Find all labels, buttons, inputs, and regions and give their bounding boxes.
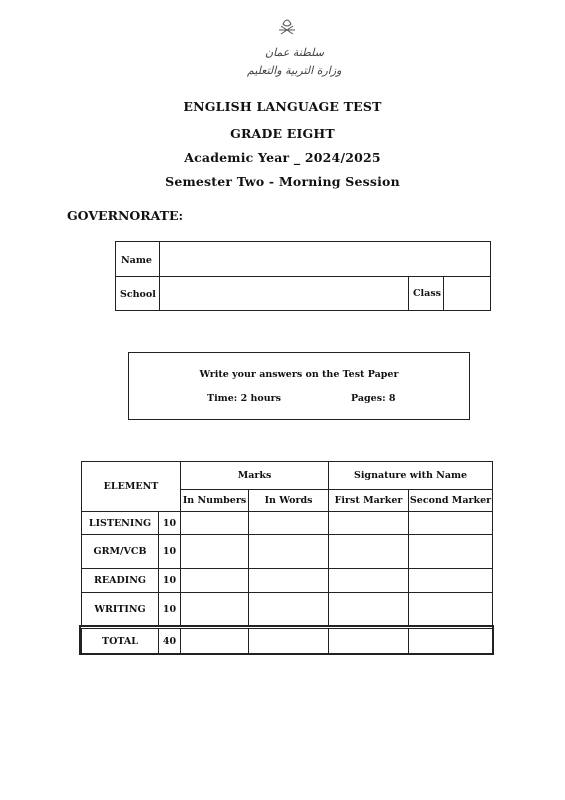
ministry-emblem: [247, 10, 342, 88]
first-marker-cell[interactable]: [329, 535, 409, 569]
first-marker-header: First Marker: [329, 490, 409, 512]
semester-line: Semester Two - Morning Session: [165, 174, 400, 189]
element-header: ELEMENT: [82, 462, 181, 512]
second-marker-cell[interactable]: [409, 512, 493, 535]
first-marker-cell[interactable]: [329, 512, 409, 535]
second-marker-cell[interactable]: [409, 535, 493, 569]
element-max: 10: [159, 569, 181, 593]
element-name: LISTENING: [82, 512, 159, 535]
second-marker-header: Second Marker: [409, 490, 493, 512]
in-words-header: In Words: [249, 490, 329, 512]
element-max: 10: [159, 535, 181, 569]
class-label: Class: [413, 288, 442, 299]
element-max: 10: [159, 593, 181, 628]
element-max: 10: [159, 512, 181, 535]
mark-words-cell[interactable]: [249, 593, 329, 628]
mark-numbers-cell[interactable]: [181, 535, 249, 569]
second-marker-cell[interactable]: [409, 593, 493, 628]
first-marker-cell[interactable]: [329, 593, 409, 628]
table-row: [82, 512, 493, 535]
table-row: [82, 569, 493, 593]
page-count: Pages: 8: [351, 393, 396, 404]
academic-year: Academic Year _ 2024/2025: [184, 150, 381, 165]
governorate-label: GOVERNORATE:: [67, 208, 184, 223]
name-label: Name: [121, 255, 152, 266]
class-field[interactable]: [445, 278, 489, 310]
school-label: School: [120, 289, 156, 300]
marks-header: Marks: [181, 462, 329, 490]
emblem-text-line2: وزارة التربية والتعليم: [247, 64, 342, 77]
table-row: [82, 535, 493, 569]
element-name: READING: [82, 569, 159, 593]
element-name: WRITING: [82, 593, 159, 628]
instructions-line: Write your answers on the Test Paper: [199, 369, 399, 380]
mark-words-cell[interactable]: [249, 535, 329, 569]
mark-words-cell[interactable]: [249, 512, 329, 535]
mark-numbers-cell[interactable]: [181, 569, 249, 593]
total-label: TOTAL: [82, 628, 159, 654]
student-info-box: [115, 241, 491, 311]
first-marker-cell[interactable]: [329, 569, 409, 593]
instructions-box: [128, 352, 470, 420]
total-row-frame: [79, 625, 494, 655]
element-name: GRM/VCB: [82, 535, 159, 569]
grade-line: GRADE EIGHT: [230, 126, 335, 141]
mark-numbers-cell[interactable]: [181, 512, 249, 535]
mark-numbers-cell[interactable]: [181, 593, 249, 628]
in-numbers-header: In Numbers: [181, 490, 249, 512]
test-title: ENGLISH LANGUAGE TEST: [183, 99, 382, 114]
school-field[interactable]: [161, 278, 406, 310]
time-allowed: Time: 2 hours: [207, 393, 282, 404]
emblem-text-line1: سلطنة عمان: [265, 46, 324, 59]
second-marker-cell[interactable]: [409, 569, 493, 593]
table-row: [82, 593, 493, 628]
mark-words-cell[interactable]: [249, 569, 329, 593]
signature-header: Signature with Name: [329, 462, 493, 490]
name-field[interactable]: [161, 243, 489, 275]
total-max: 40: [159, 628, 181, 654]
